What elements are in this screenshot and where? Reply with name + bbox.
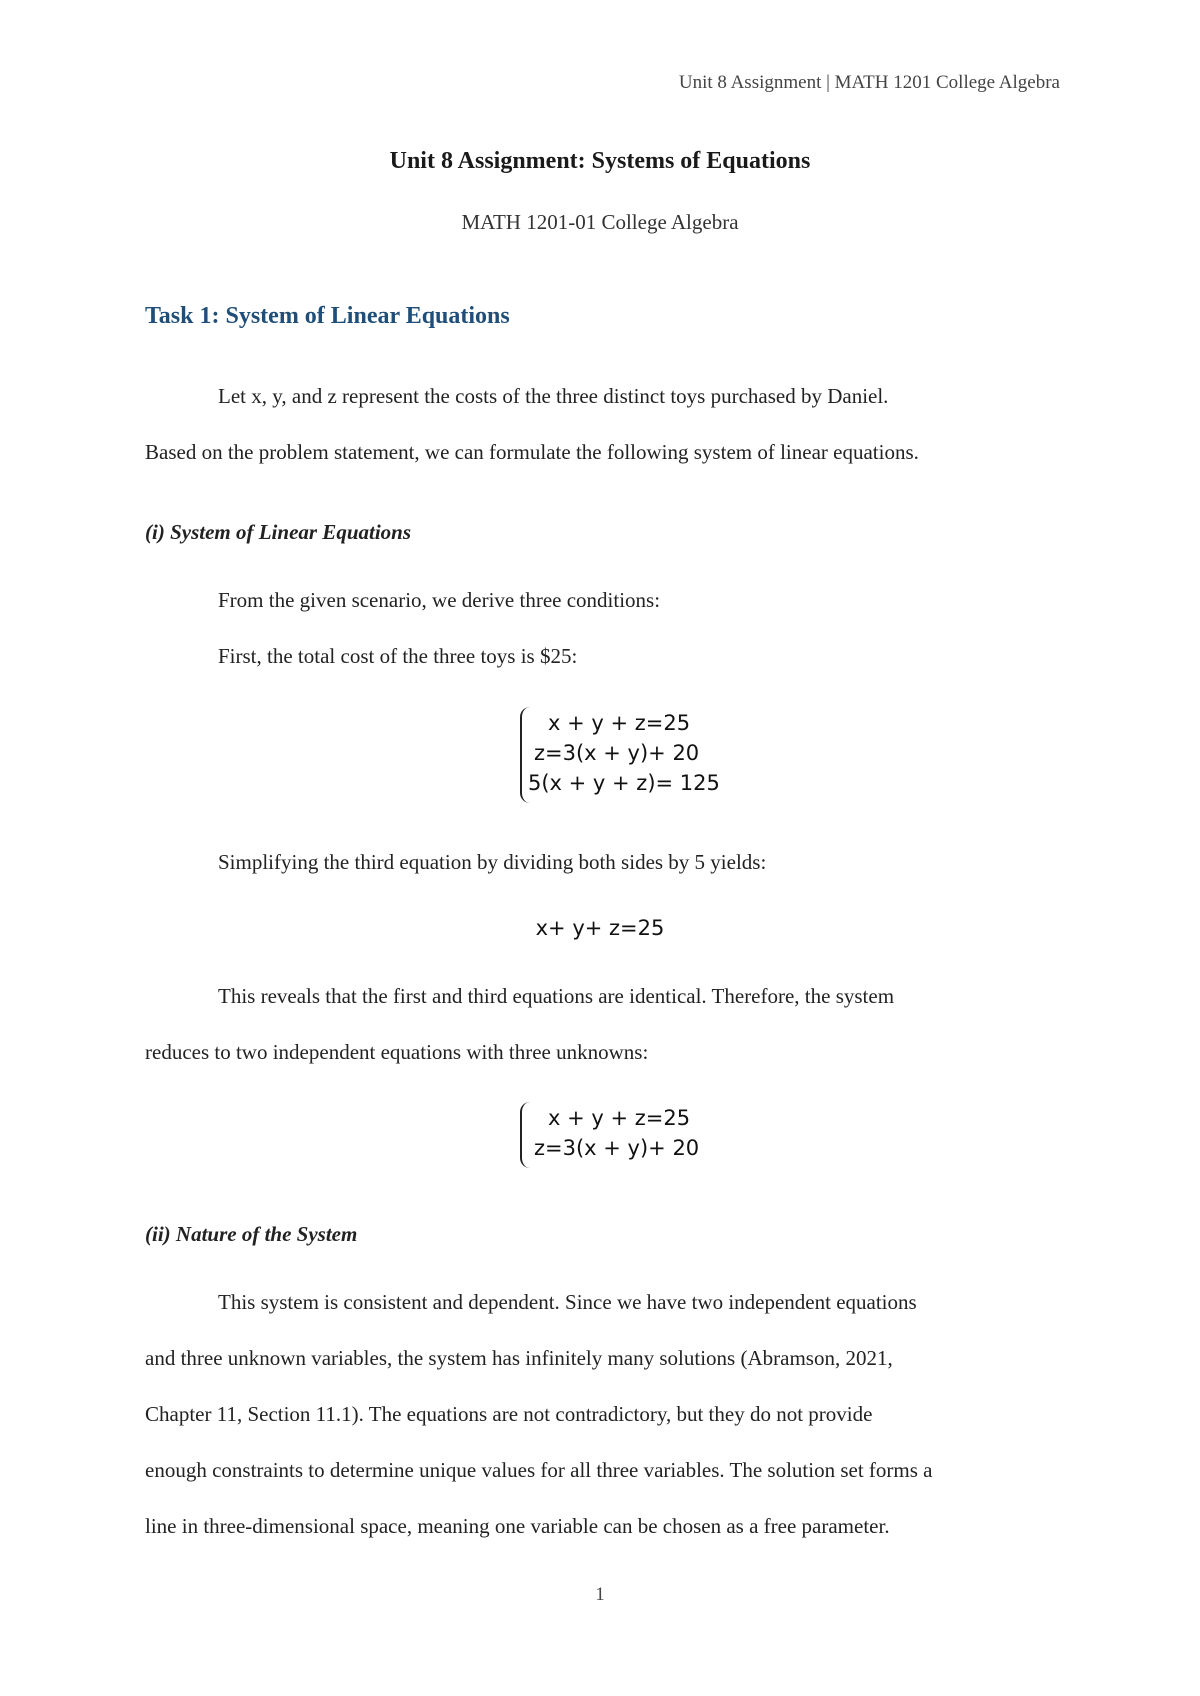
reveal-line-1: This reveals that the first and third equations are identical. Therefore, the system [218,984,895,1008]
section-ii-heading: (ii) Nature of the System [145,1222,358,1246]
intro-line-1: Let x, y, and z represent the costs of the three distinct toys purchased by Daniel. [218,384,889,408]
equation-system-2 [520,1100,720,1170]
system-2-eq-2: z=3(x + y)+ 20 [534,1136,700,1160]
intro-line-2: Based on the problem statement, we can formulate the following system of linear equations. [145,440,919,464]
system-2-brace [520,1102,532,1168]
section-ii-line-4: enough constraints to determine unique values for all three variables. The solution set forms a [145,1458,933,1482]
system-1-eq-2: z=3(x + y)+ 20 [534,741,700,765]
document-title: Unit 8 Assignment: Systems of Equations [389,148,811,174]
system-1-eq-3: 5(x + y + z)= 125 [528,771,720,795]
section-ii-line-5: line in three-dimensional space, meaning one variable can be chosen as a free parameter. [145,1514,890,1538]
section-i-line-2: First, the total cost of the three toys is $25: [218,644,578,668]
section-ii-line-1: This system is consistent and dependent. Since we have two independent equations [218,1290,917,1314]
reveal-line-2: reduces to two independent equations with three unknowns: [145,1040,649,1064]
running-header: Unit 8 Assignment | MATH 1201 College Algebra [678,72,1060,93]
equation-system-1 [520,705,720,805]
page-number: 1 [595,1584,605,1605]
document-subtitle: MATH 1201-01 College Algebra [461,210,739,234]
system-2-eq-1: x + y + z=25 [548,1106,691,1130]
task1-heading: Task 1: System of Linear Equations [145,303,510,329]
simplified-equation: x+ y+ z=25 [535,916,665,940]
section-ii-line-3: Chapter 11, Section 11.1). The equations are not contradictory, but they do not provide [145,1402,873,1426]
section-i-heading: (i) System of Linear Equations [145,520,412,544]
system-1-eq-1: x + y + z=25 [548,711,691,735]
section-ii-line-2: and three unknown variables, the system has infinitely many solutions (Abramson, 2021, [145,1346,893,1370]
section-i-line-1: From the given scenario, we derive three conditions: [218,588,661,612]
simplify-line: Simplifying the third equation by dividing both sides by 5 yields: [218,850,767,874]
